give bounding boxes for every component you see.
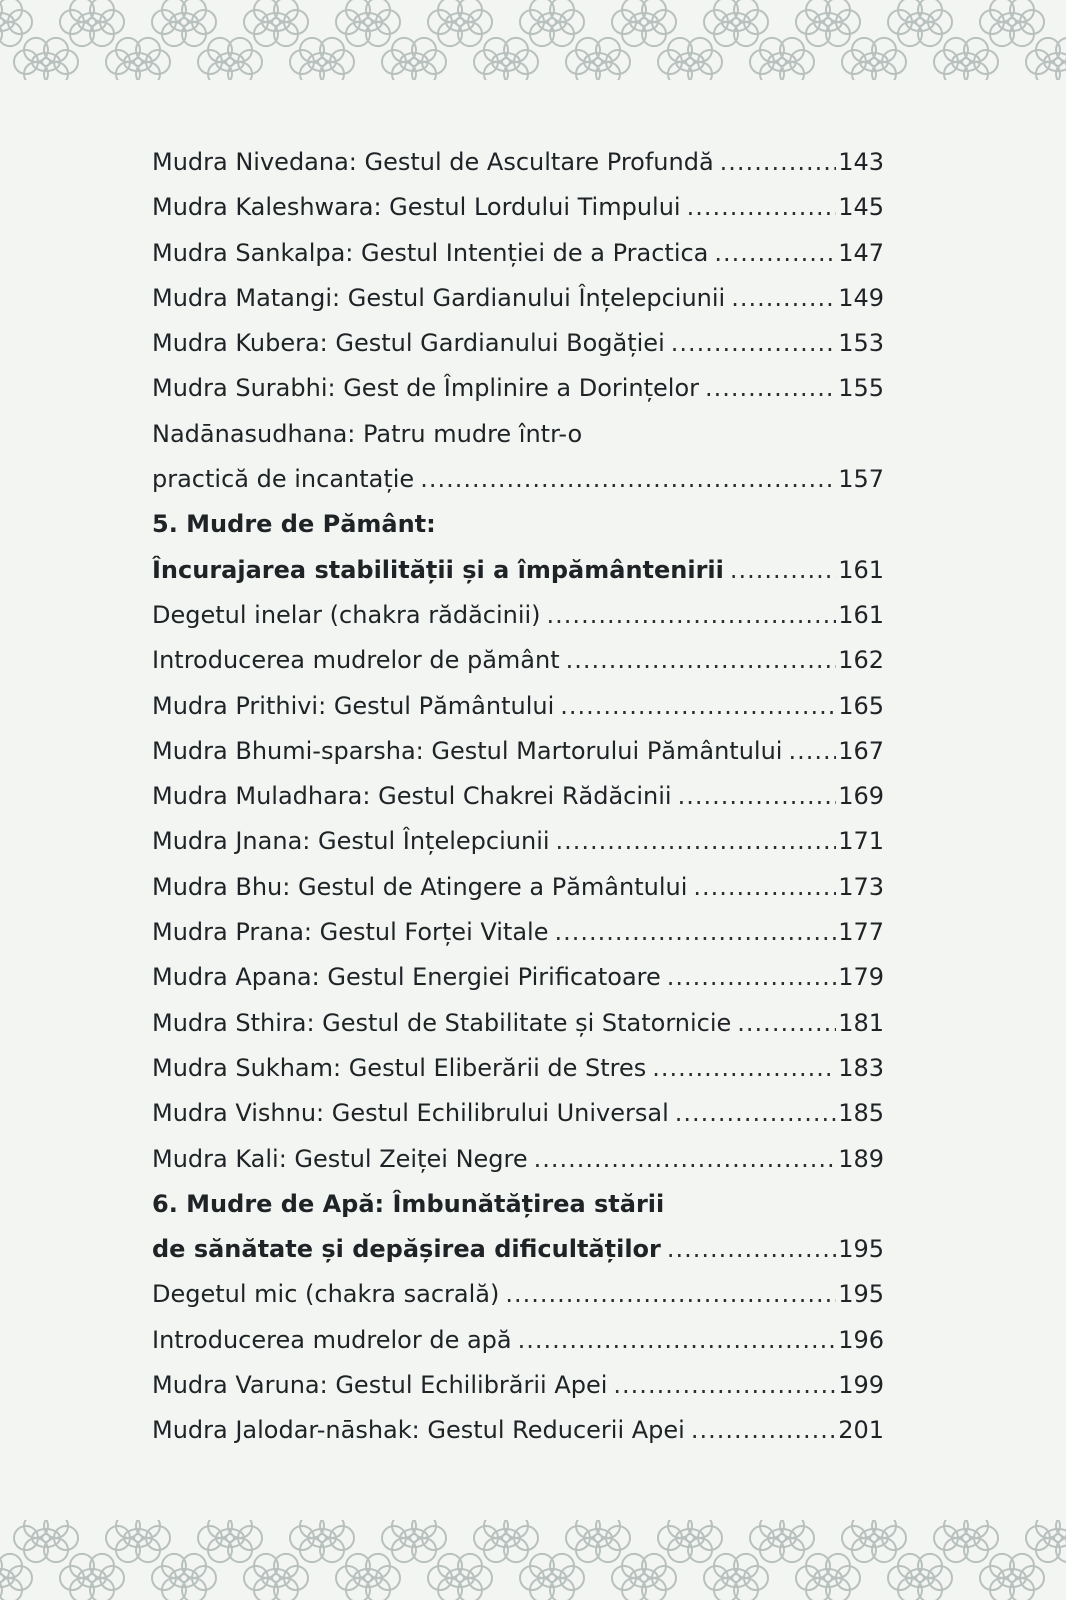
toc-dot-leader	[652, 1046, 836, 1091]
toc-entry	[152, 1091, 884, 1136]
toc-entry	[152, 185, 884, 230]
toc-entry	[152, 457, 884, 502]
toc-dot-leader	[556, 819, 837, 864]
toc-entry-title: Mudra Sankalpa: Gestul Intenției de a Practica	[152, 238, 709, 267]
toc-entry-title: 6. Mudre de Apă: Îmbunătățirea stării	[152, 1189, 665, 1218]
toc-entry	[152, 548, 884, 593]
toc-dot-leader	[720, 140, 837, 185]
toc-entry	[152, 231, 884, 276]
toc-entry	[152, 729, 884, 774]
toc-entry	[152, 1046, 884, 1091]
toc-entry	[152, 1137, 884, 1182]
toc-entry-title: Mudra Vishnu: Gestul Echilibrului Universal	[152, 1099, 669, 1128]
toc-entry-page: 189	[838, 1144, 884, 1173]
toc-entry-title: Mudra Prana: Gestul Forței Vitale	[152, 918, 549, 947]
toc-entry	[152, 1227, 884, 1272]
toc-entry-title: Mudra Kali: Gestul Zeiței Negre	[152, 1144, 528, 1173]
toc-entry-title: Mudra Surabhi: Gest de Împlinire a Dorințelor	[152, 374, 700, 403]
toc-entry-page: 165	[838, 691, 884, 720]
toc-entry-title: Încurajarea stabilității și a împământenirii	[152, 555, 724, 584]
toc-entry	[152, 684, 884, 729]
toc-entry-title: Mudra Prithivi: Gestul Pământului	[152, 691, 555, 720]
toc-entry	[152, 276, 884, 321]
toc-entry-title: Introducerea mudrelor de pământ	[152, 646, 560, 675]
toc-entry	[152, 321, 884, 366]
toc-entry-title: Mudra Bhumi-sparsha: Gestul Martorului Pământului	[152, 736, 783, 765]
toc-dot-leader	[714, 231, 836, 276]
toc-entry	[152, 638, 884, 683]
toc-entry-title: Mudra Jalodar-nāshak: Gestul Reducerii Apei	[152, 1416, 685, 1445]
toc-dot-leader	[518, 1318, 837, 1363]
table-of-contents	[152, 140, 884, 1454]
toc-entry-page: 201	[838, 1416, 884, 1445]
toc-entry	[152, 1001, 884, 1046]
toc-dot-leader	[730, 548, 836, 593]
toc-entry-page: 149	[838, 283, 884, 312]
toc-dot-leader	[705, 366, 836, 411]
toc-entry-page: 153	[838, 329, 884, 358]
toc-entry-page: 195	[838, 1280, 884, 1309]
toc-entry	[152, 865, 884, 910]
toc-dot-leader	[667, 955, 836, 1000]
toc-entry-title: de sănătate și depășirea dificultăților	[152, 1235, 661, 1264]
toc-entry-page: 179	[838, 963, 884, 992]
top-ornamental-border	[0, 0, 1066, 80]
toc-dot-leader	[737, 1001, 836, 1046]
toc-entry-page: 157	[838, 465, 884, 494]
toc-entry-title: 5. Mudre de Pământ:	[152, 510, 436, 539]
toc-dot-leader	[671, 321, 836, 366]
toc-entry-page: 173	[838, 872, 884, 901]
toc-dot-leader	[667, 1227, 836, 1272]
toc-dot-leader	[560, 684, 836, 729]
toc-entry-page: 199	[838, 1371, 884, 1400]
toc-entry-title: Mudra Nivedana: Gestul de Ascultare Profundă	[152, 148, 714, 176]
toc-dot-leader	[554, 910, 836, 955]
toc-dot-leader	[420, 457, 836, 502]
toc-entry-title: Degetul mic (chakra sacrală)	[152, 1280, 500, 1309]
lotus-pattern-icon	[0, 0, 1066, 80]
toc-entry-page: 196	[838, 1325, 884, 1354]
toc-dot-leader	[693, 865, 836, 910]
toc-dot-leader	[788, 729, 836, 774]
toc-entry-page: 185	[838, 1099, 884, 1128]
toc-entry-page: 195	[838, 1235, 884, 1264]
toc-entry-title: Mudra Kaleshwara: Gestul Lordului Timpului	[152, 193, 681, 222]
toc-entry-title: Nadānasudhana: Patru mudre într-o	[152, 419, 583, 448]
toc-entry-page: 147	[838, 238, 884, 267]
toc-entry	[152, 774, 884, 819]
toc-dot-leader	[547, 593, 837, 638]
toc-entry	[152, 955, 884, 1000]
toc-entry-page: 171	[838, 827, 884, 856]
toc-entry-title: Mudra Varuna: Gestul Echilibrării Apei	[152, 1371, 608, 1400]
toc-dot-leader	[675, 1091, 836, 1136]
toc-entry-page: 183	[838, 1053, 884, 1082]
toc-entry-page: 161	[838, 555, 884, 584]
toc-entry	[152, 502, 884, 547]
toc-entry	[152, 140, 884, 185]
lotus-pattern-icon	[0, 1520, 1066, 1600]
toc-entry-title: Mudra Matangi: Gestul Gardianului Înțelepciunii	[152, 283, 726, 312]
toc-entry	[152, 1182, 884, 1227]
toc-entry-page: 145	[838, 193, 884, 222]
toc-entry-title: Mudra Sthira: Gestul de Stabilitate și Statornicie	[152, 1008, 732, 1037]
toc-entry-page: 161	[838, 600, 884, 629]
toc-entry-page: 169	[838, 782, 884, 811]
toc-dot-leader	[687, 185, 837, 230]
toc-entry-page: 143	[838, 148, 884, 176]
toc-entry	[152, 593, 884, 638]
toc-entry-title: practică de incantație	[152, 465, 415, 494]
toc-entry-title: Degetul inelar (chakra rădăcinii)	[152, 600, 541, 629]
bottom-ornamental-border	[0, 1520, 1066, 1600]
toc-entry-page: 162	[838, 646, 884, 675]
toc-entry	[152, 412, 884, 457]
toc-dot-leader	[534, 1137, 837, 1182]
toc-entry-title: Mudra Jnana: Gestul Înțelepciunii	[152, 827, 550, 856]
toc-dot-leader	[505, 1272, 836, 1317]
toc-entry-title: Mudra Kubera: Gestul Gardianului Bogăției	[152, 329, 665, 358]
toc-entry	[152, 1318, 884, 1363]
toc-entry-title: Mudra Apana: Gestul Energiei Pirificatoare	[152, 963, 661, 992]
toc-entry	[152, 1272, 884, 1317]
toc-entry	[152, 366, 884, 411]
toc-entry-title: Mudra Bhu: Gestul de Atingere a Pământului	[152, 872, 688, 901]
toc-entry-page: 181	[838, 1008, 884, 1037]
toc-dot-leader	[566, 638, 837, 683]
toc-entry-page: 155	[838, 374, 884, 403]
toc-dot-leader	[678, 774, 837, 819]
toc-entry-page: 167	[838, 736, 884, 765]
toc-entry	[152, 819, 884, 864]
toc-dot-leader	[613, 1363, 836, 1408]
toc-entry-title: Introducerea mudrelor de apă	[152, 1325, 512, 1354]
toc-entry-page: 177	[838, 918, 884, 947]
toc-entry-title: Mudra Muladhara: Gestul Chakrei Rădăcinii	[152, 782, 672, 811]
toc-dot-leader	[731, 276, 836, 321]
toc-dot-leader	[691, 1408, 836, 1453]
toc-entry	[152, 910, 884, 955]
toc-entry	[152, 1363, 884, 1408]
toc-entry	[152, 1408, 884, 1453]
toc-entry-title: Mudra Sukham: Gestul Eliberării de Stres	[152, 1053, 647, 1082]
